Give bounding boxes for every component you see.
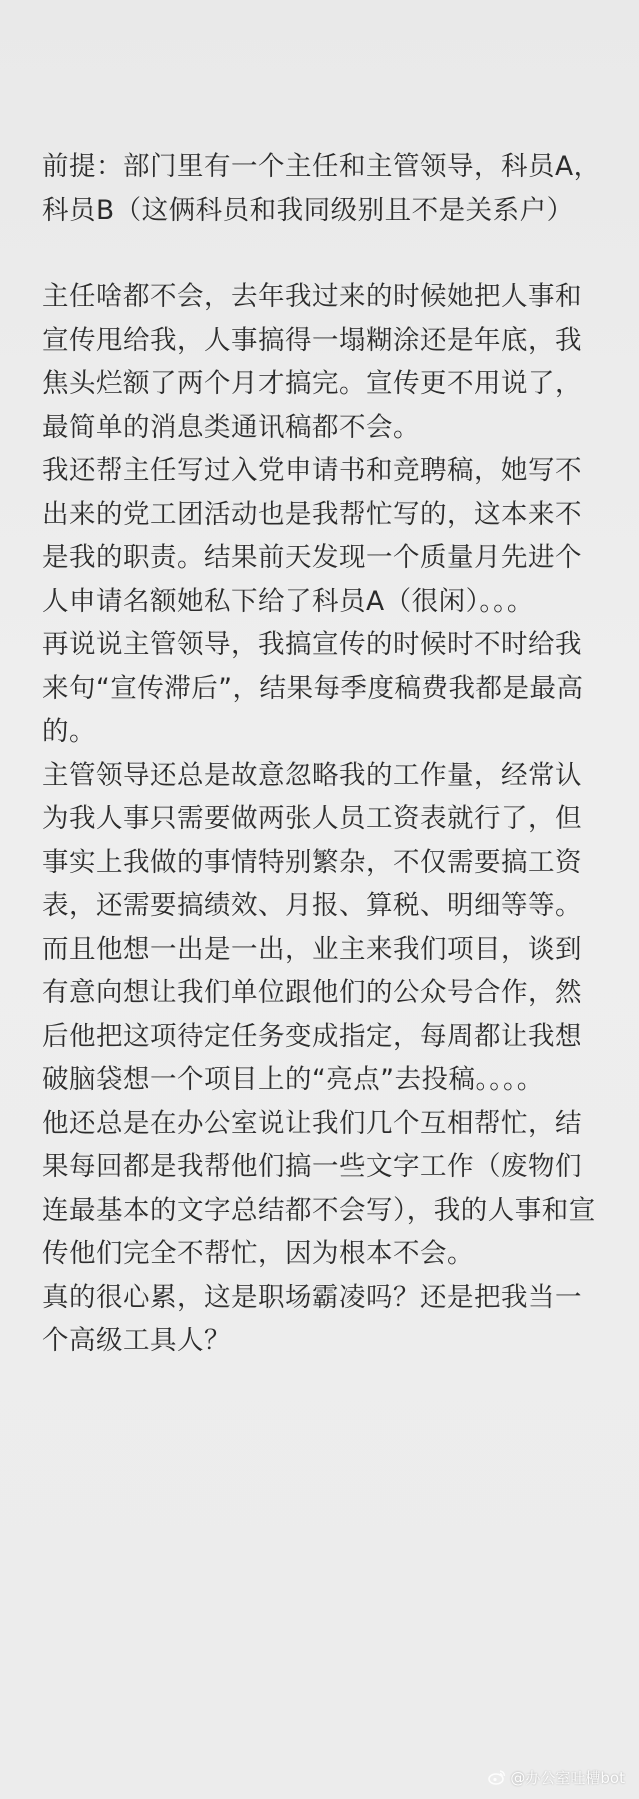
post-paragraph-mutual-help: 他还总是在办公室说让我们几个互相帮忙，结果每回都是我帮他们搞一些文字工作（废物们连最基本的文字总结都不会写），我的人事和宣传他们完全不帮忙，因为根本不会。 [42,1107,596,1269]
post-paragraph-writing-help: 我还帮主任写过入党申请书和竞聘稿，她写不出来的党工团活动也是我帮忙写的，这本来不是我的职责。结果前天发现一个质量月先进个人申请名额她私下给了科员A（很闲）。。。 [42,455,582,617]
watermark [488,1765,625,1789]
post-body [42,145,602,1363]
post-paragraph-workload: 主管领导还总是故意忽略我的工作量，经常认为我人事只需要做两张人员工资表就行了，但事实上我做的事情特别繁杂，不仅需要搞工资表，还需要搞绩效、月报、算税、明细等等。而且他想一出是一出，业主来我们项目，谈到有意向想让我们单位跟他们的公众号合作，然后他把这项待定任务变成指定，每周都让我想破脑袋想一个项目上的“亮点”去投稿。。。。 [42,759,582,1095]
post-paragraph-supervisor: 再说说主管领导，我搞宣传的时候时不时给我来句“宣传滞后”，结果每季度稿费我都是最高的。 [42,629,584,747]
paragraph-spacer [42,232,602,275]
post-paragraph-premise: 前提：部门里有一个主任和主管领导，科员A，科员B（这俩科员和我同级别且不是关系户） [42,151,601,226]
watermark-handle: @办公室吐槽bot [510,1768,625,1787]
post-paragraph-director: 主任啥都不会，去年我过来的时候她把人事和宣传甩给我，人事搞得一塌糊涂还是年底，我焦头烂额了两个月才搞完。宣传更不用说了，最简单的消息类通讯稿都不会。 [42,281,582,443]
weibo-icon [488,1769,506,1785]
post-paragraph-question: 真的很心累，这是职场霸凌吗？还是把我当一个高级工具人？ [42,1281,582,1356]
